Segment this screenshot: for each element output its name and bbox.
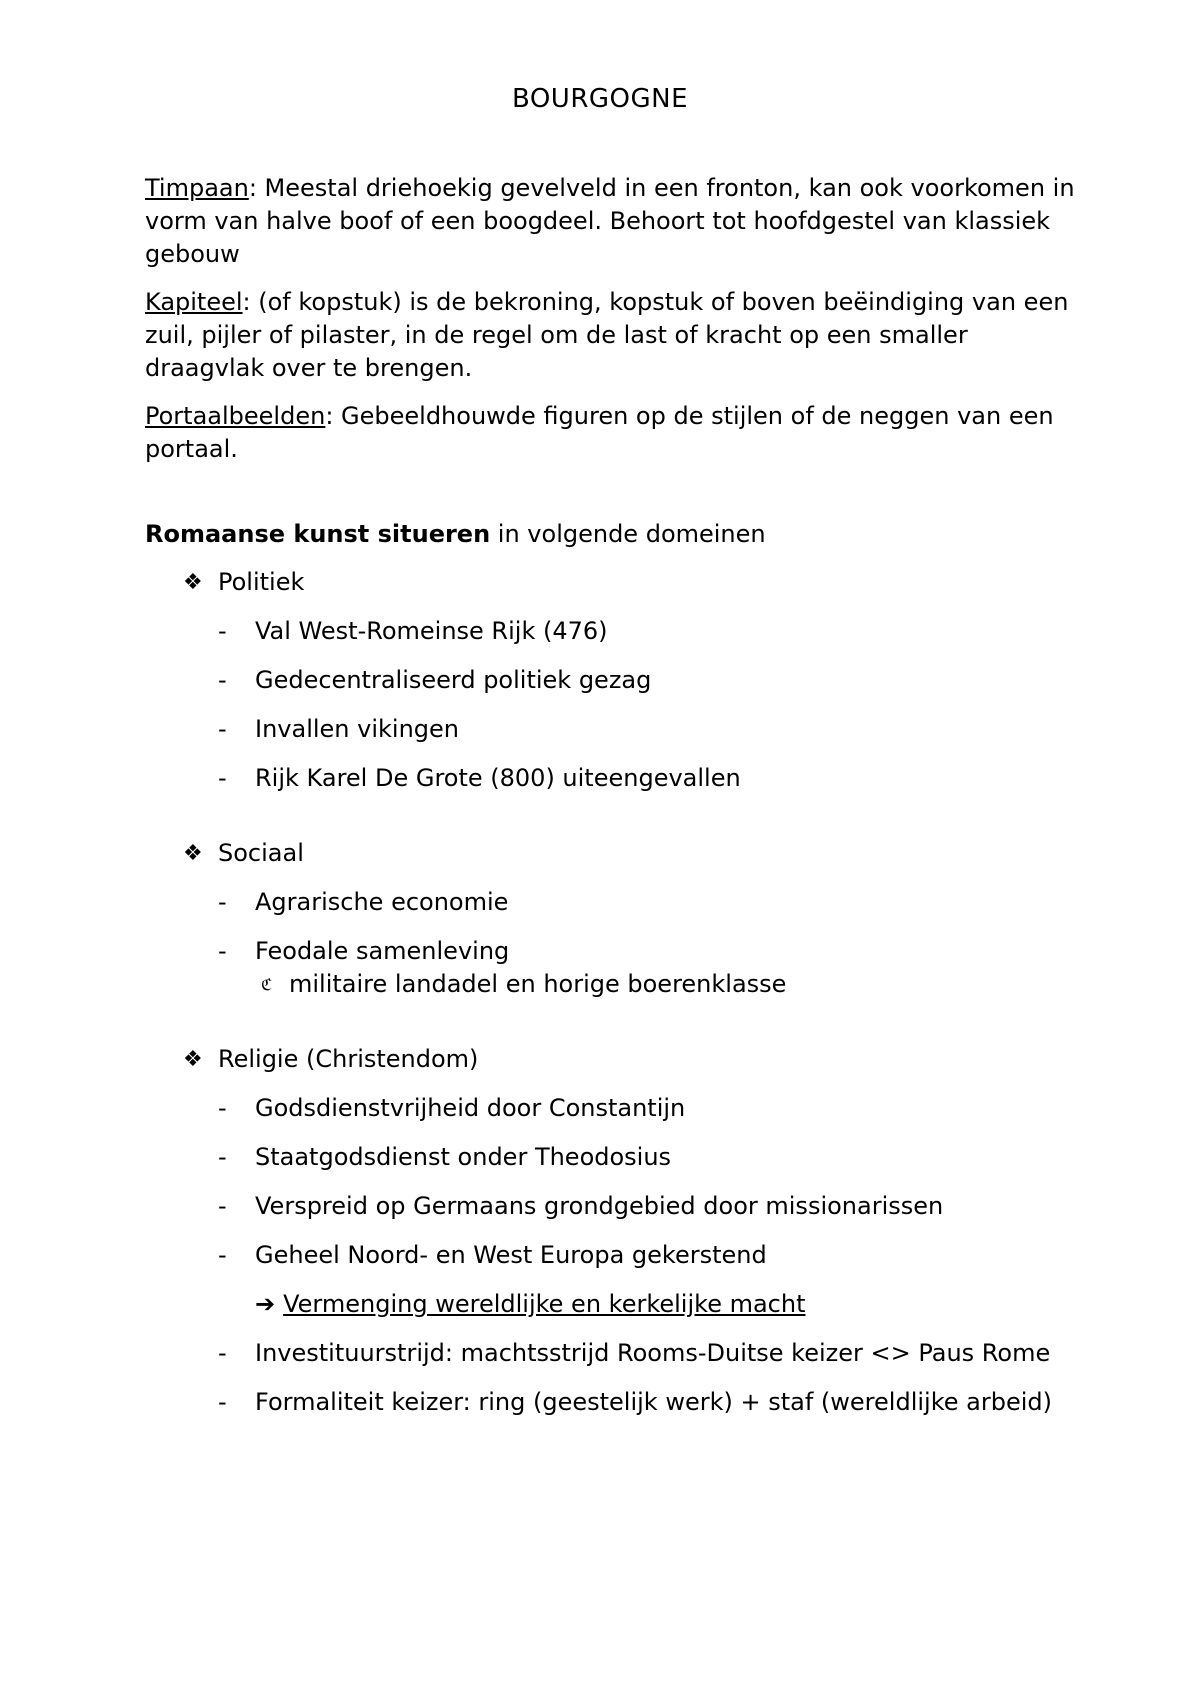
dash-marker: - xyxy=(218,1339,227,1367)
list-item xyxy=(145,615,1080,648)
diamond-bullet-icon: ❖ xyxy=(183,570,203,595)
sub-note-icon: ℭ xyxy=(261,975,273,994)
list-item-text: Rijk Karel De Grote (800) uiteengevallen xyxy=(255,764,741,792)
domain-label: Sociaal xyxy=(218,839,304,867)
list-item-text: Investituurstrijd: machtsstrijd Rooms-Duitse keizer <> Paus Rome xyxy=(255,1339,1051,1367)
definition-term: Portaalbeelden xyxy=(145,402,326,430)
list-item-text: Gedecentraliseerd politiek gezag xyxy=(255,666,652,694)
dash-marker: - xyxy=(218,888,227,916)
diamond-bullet-icon: ❖ xyxy=(183,841,203,866)
list-item xyxy=(145,664,1080,697)
definition-term: Timpaan xyxy=(145,174,249,202)
list-item xyxy=(145,935,1080,968)
conclusion-line xyxy=(145,1288,1080,1321)
dash-marker: - xyxy=(218,1388,227,1416)
sub-note-text: militaire landadel en horige boerenklasse xyxy=(289,970,787,998)
domain-label: Religie (Christendom) xyxy=(218,1045,479,1073)
conclusion-text: Vermenging wereldlijke en kerkelijke macht xyxy=(283,1290,806,1318)
list-item-text: Agrarische economie xyxy=(255,888,509,916)
list-item-text: Invallen vikingen xyxy=(255,715,459,743)
dash-marker: - xyxy=(218,1094,227,1122)
dash-marker: - xyxy=(218,764,227,792)
dash-marker: - xyxy=(218,1143,227,1171)
dash-marker: - xyxy=(218,715,227,743)
section-heading xyxy=(145,518,1080,551)
list-item xyxy=(145,713,1080,746)
arrow-right-icon: ➔ xyxy=(255,1290,276,1318)
definition-text: : Meestal driehoekig gevelveld in een fronton, kan ook voorkomen in vorm van halve boof of een boogdeel. Behoort tot hoofdgestel van klassiek gebouw xyxy=(145,174,1075,268)
list-item xyxy=(145,1239,1080,1272)
definition-text: : (of kopstuk) is de bekroning, kopstuk of boven beëindiging van een zuil, pijler of pilaster, in de regel om de last of kracht op een smaller draagvlak over te brengen. xyxy=(145,288,1069,382)
document-body xyxy=(145,172,1080,1419)
list-item-text: Feodale samenleving xyxy=(255,937,510,965)
domain-sociaal xyxy=(145,837,1080,870)
domain-label: Politiek xyxy=(218,568,305,596)
dash-marker: - xyxy=(218,617,227,645)
section-heading-rest: in volgende domeinen xyxy=(490,520,766,548)
dash-marker: - xyxy=(218,666,227,694)
section-heading-bold: Romaanse kunst situeren xyxy=(145,520,491,548)
list-item-text: Staatgodsdienst onder Theodosius xyxy=(255,1143,672,1171)
list-item xyxy=(145,1386,1080,1419)
dash-marker: - xyxy=(218,1192,227,1220)
list-item-text: Formaliteit keizer: ring (geestelijk werk) + staf (wereldlijke arbeid) xyxy=(255,1388,1052,1416)
dash-marker: - xyxy=(218,937,227,965)
diamond-bullet-icon: ❖ xyxy=(183,1047,203,1072)
page-title: BOURGOGNE xyxy=(511,84,689,114)
dash-marker: - xyxy=(218,1241,227,1269)
definition-text: : Gebeeldhouwde figuren op de stijlen of de neggen van een portaal. xyxy=(145,402,1054,463)
list-item xyxy=(145,1337,1080,1370)
list-item-text: Verspreid op Germaans grondgebied door missionarissen xyxy=(255,1192,944,1220)
sub-note xyxy=(145,968,1080,1001)
list-item-text: Geheel Noord- en West Europa gekerstend xyxy=(255,1241,767,1269)
list-item xyxy=(145,1092,1080,1125)
definition-timpaan xyxy=(145,172,1080,271)
list-item-text: Val West-Romeinse Rijk (476) xyxy=(255,617,608,645)
domain-politiek xyxy=(145,566,1080,599)
definition-portaalbeelden xyxy=(145,400,1080,466)
definition-kapiteel xyxy=(145,286,1080,385)
list-item xyxy=(145,762,1080,795)
list-item xyxy=(145,1190,1080,1223)
domain-religie xyxy=(145,1043,1080,1076)
list-item-text: Godsdienstvrijheid door Constantijn xyxy=(255,1094,686,1122)
list-item xyxy=(145,1141,1080,1174)
definition-term: Kapiteel xyxy=(145,288,243,316)
list-item xyxy=(145,886,1080,919)
